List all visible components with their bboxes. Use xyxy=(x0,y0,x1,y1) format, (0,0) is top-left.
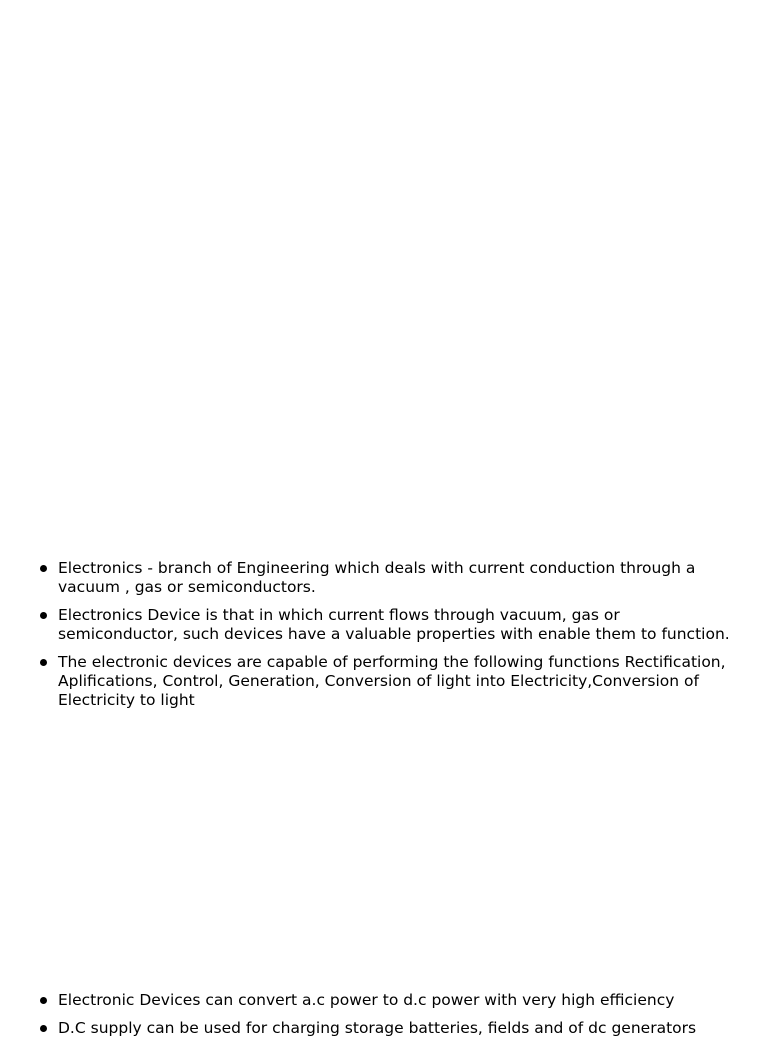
bullet-dot-icon xyxy=(40,659,47,666)
bullet-dot-icon xyxy=(40,565,47,572)
bullet-dot-icon xyxy=(40,997,47,1004)
bullet-item xyxy=(36,606,736,644)
bullet-item xyxy=(36,991,736,1010)
bullet-dot-icon xyxy=(40,612,47,619)
bullet-text: D.C supply can be used for charging storage batteries, fields and of dc generators xyxy=(58,1019,697,1037)
bullet-item xyxy=(36,559,736,597)
bullet-text: Electronics - branch of Engineering which deals with current conduction through a vacuum , gas or semiconductors. xyxy=(58,559,696,596)
bullet-item xyxy=(36,653,736,710)
bullet-text: Electronic Devices can convert a.c power to d.c power with very high efficiency xyxy=(58,991,675,1009)
bullet-dot-icon xyxy=(40,1025,47,1032)
bullet-list-applications xyxy=(36,991,736,1047)
bullet-list-definitions xyxy=(36,559,736,719)
bullet-item xyxy=(36,1019,736,1038)
bullet-text: Electronics Device is that in which current flows through vacuum, gas or semiconductor, such devices have a valuable properties with enable them to function. xyxy=(58,606,730,643)
bullet-text: The electronic devices are capable of performing the following functions Rectification, Aplifications, Control, Generation, Conversion of light into Electricity,Conversion of Electricity to light xyxy=(58,653,726,709)
